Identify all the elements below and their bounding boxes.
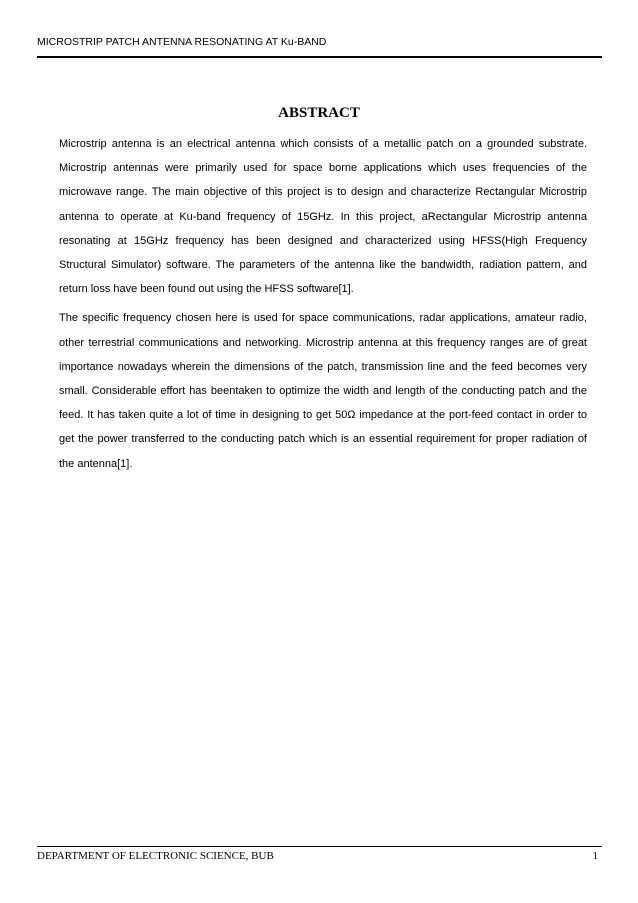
footer-divider (37, 846, 602, 847)
header-divider (37, 56, 602, 58)
abstract-body (59, 132, 587, 481)
footer-department: DEPARTMENT OF ELECTRONIC SCIENCE, BUB (37, 850, 274, 862)
abstract-paragraph-1: Microstrip antenna is an electrical antenna which consists of a metallic patch on a grounded substrate. Microstrip antennas were primarily used for space borne applications which uses frequencies of the microwave range. The main objective of this project is to design and characterize Rectangular Microstrip antenna to operate at Ku-band frequency of 15GHz. In this project, aRectangular Microstrip antenna resonating at 15GHz frequency has been designed and characterized using HFSS(High Frequency Structural Simulator) software. The parameters of the antenna like the bandwidth, radiation pattern, and return loss have been found out using the HFSS software[1]. (59, 138, 587, 296)
page-number: 1 (592, 850, 598, 862)
abstract-paragraph-2: The specific frequency chosen here is used for space communications, radar applications, amateur radio, other terrestrial communications and networking. Microstrip antenna at this frequency ranges are of great importance nowadays wherein the dimensions of the patch, transmission line and the feed becomes very small. Considerable effort has beentaken to optimize the width and length of the conducting patch and the feed. It has taken quite a lot of time in designing to get 50Ω impedance at the port-feed contact in order to get the power transferred to the conducting patch which is an essential requirement for proper radiation of the antenna[1]. (59, 312, 587, 470)
abstract-title: ABSTRACT (278, 105, 360, 121)
running-header: MICROSTRIP PATCH ANTENNA RESONATING AT Ku-BAND (37, 36, 327, 48)
